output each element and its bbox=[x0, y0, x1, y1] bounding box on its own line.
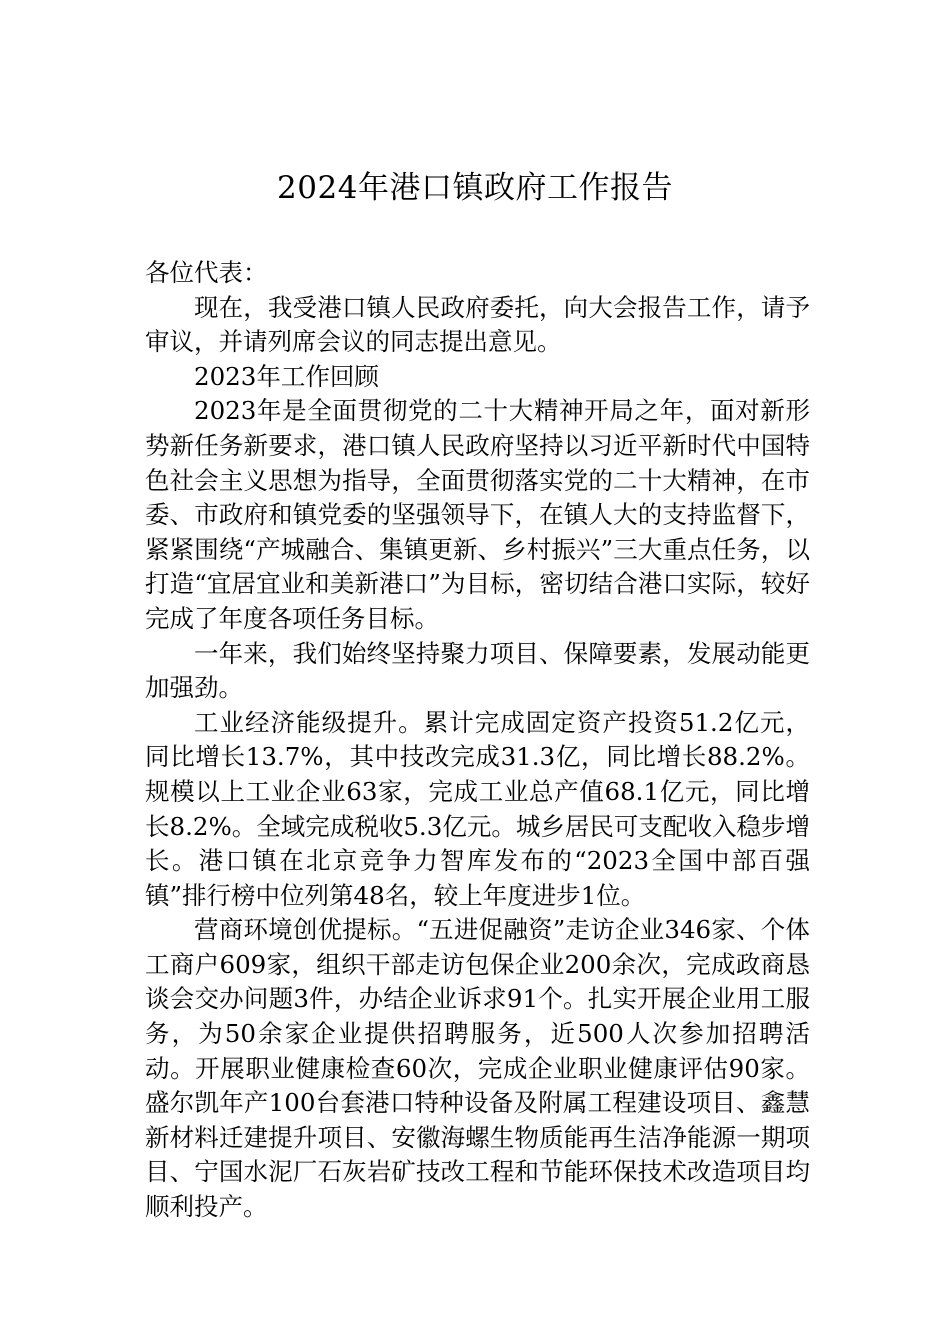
salutation: 各位代表： bbox=[145, 258, 268, 287]
paragraph-intro: 现在，我受港口镇人民政府委托，向大会报告工作，请予审议，并请列席会议的同志提出意见。 bbox=[145, 292, 810, 357]
document-title: 2024年港口镇政府工作报告 bbox=[277, 170, 673, 206]
document-body bbox=[145, 256, 810, 1225]
paragraph-business-environment: 营商环境创优提标。“五进促融资”走访企业346家、个体工商户609家，组织干部走访包保企业200余次，完成政商恳谈会交办问题3件，办结企业诉求91个。扎实开展企业用工服务，为50余家企业提供招聘服务，近500人次参加招聘活动。开展职业健康检查60次，完成企业职业健康评估90家。盛尔凯年产100台套港口特种设备及附属工程建设项目、鑫慧新材料迁建提升项目、安徽海螺生物质能再生洁净能源一期项目、宁国水泥厂石灰岩矿技改工程和节能环保技术改造项目均顺利投产。 bbox=[145, 915, 810, 1222]
paragraph-overview: 2023年是全面贯彻党的二十大精神开局之年，面对新形势新任务新要求，港口镇人民政府坚持以习近平新时代中国特色社会主义思想为指导，全面贯彻落实党的二十大精神，在市委、市政府和镇党委的坚强领导下，在镇人大的支持监督下，紧紧围绕“产城融合、集镇更新、乡村振兴”三大重点任务，以打造“宜居宜业和美新港口”为目标，密切结合港口实际，较好完成了年度各项任务目标。 bbox=[145, 396, 810, 633]
section-heading: 2023年工作回顾 bbox=[194, 361, 379, 391]
paragraph-industry: 工业经济能级提升。累计完成固定资产投资51.2亿元，同比增长13.7%，其中技改完成31.3亿，同比增长88.2%。规模以上工业企业63家，完成工业总产值68.1亿元，同比增长8.2%。全域完成税收5.3亿元。城乡居民可支配收入稳步增长。港口镇在北京竞争力智库发布的“2023全国中部百强镇”排行榜中位列第48名，较上年度进步1位。 bbox=[145, 707, 810, 910]
paragraph-summary: 一年来，我们始终坚持聚力项目、保障要素，发展动能更加强劲。 bbox=[145, 638, 810, 703]
